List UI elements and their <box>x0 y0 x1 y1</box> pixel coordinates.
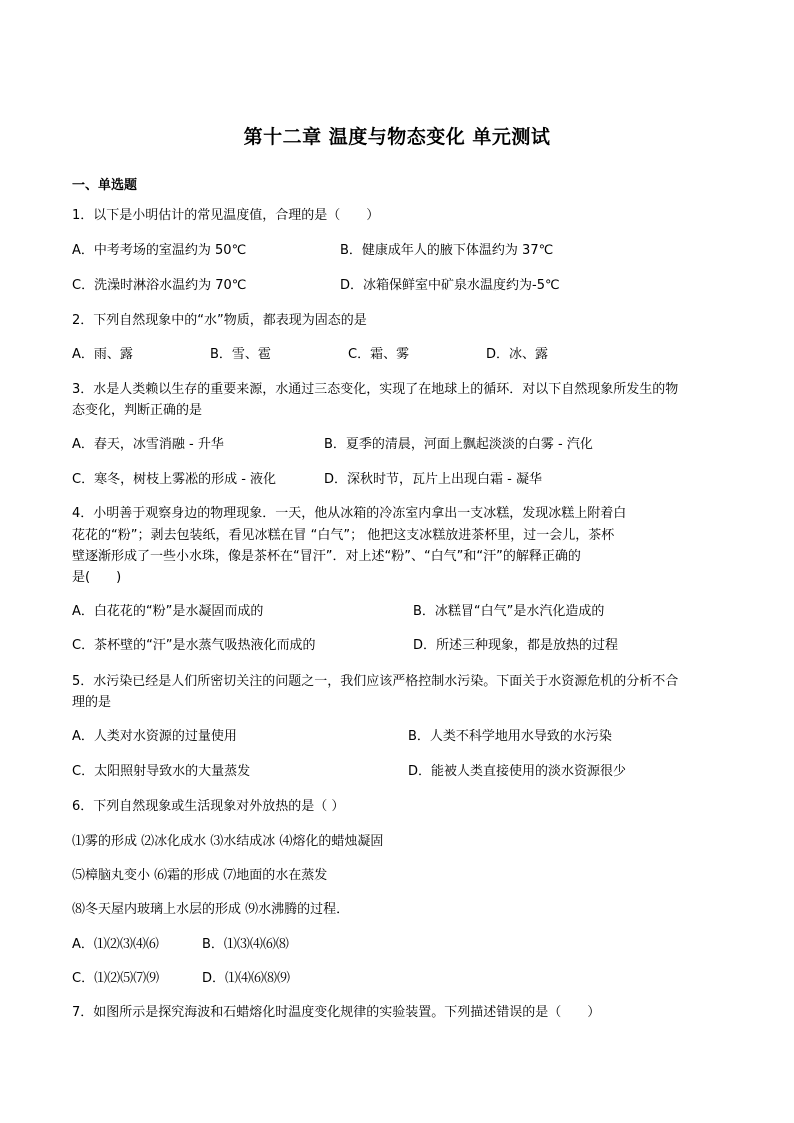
section-heading: 一、单选题 <box>72 178 138 193</box>
question-5-option-b[interactable]: B．人类不科学地用水导致的水污染 <box>408 729 612 744</box>
question-4-stem-line-4: 是( ) <box>72 570 122 585</box>
page-title: 第十二章 温度与物态变化 单元测试 <box>243 126 551 148</box>
question-4-stem-line-3: 壁逐渐形成了一些小水珠，像是茶杯在“冒汗”．对上述“粉”、“白气”和“汗”的解释正确的 <box>72 549 581 564</box>
question-4-option-d[interactable]: D．所述三种现象，都是放热的过程 <box>413 638 619 653</box>
question-6-list-line-1: ⑴雾的形成 ⑵冰化成水 ⑶水结成冰 ⑷熔化的蜡烛凝固 <box>72 834 384 849</box>
question-1-option-b[interactable]: B．健康成年人的腋下体温约为 37℃ <box>340 243 554 258</box>
question-2-option-b[interactable]: B．雪、雹 <box>210 347 271 362</box>
question-4-stem-line-1: 4．小明善于观察身边的物理现象．一天，他从冰箱的冷冻室内拿出一支冰糕，发现冰糕上附着白 <box>72 506 627 521</box>
question-4-stem-line-2: 花花的“粉”；剥去包装纸，看见冰糕在冒 “白气”； 他把这支冰糕放进茶杯里，过一会儿，茶杯 <box>72 528 615 543</box>
question-3-option-d[interactable]: D．深秋时节，瓦片上出现白霜 - 凝华 <box>324 472 542 487</box>
question-4-option-c[interactable]: C．茶杯壁的“汗”是水蒸气吸热液化而成的 <box>72 638 316 653</box>
question-6-option-a[interactable]: A．⑴⑵⑶⑷⑹ <box>72 937 159 952</box>
question-6-list-line-2: ⑸樟脑丸变小 ⑹霜的形成 ⑺地面的水在蒸发 <box>72 868 328 883</box>
question-6-option-d[interactable]: D．⑴⑷⑹⑻⑼ <box>202 971 291 986</box>
question-5-stem-line-1: 5．水污染已经是人们所密切关注的问题之一，我们应该严格控制水污染。下面关于水资源危机的分析不合 <box>72 674 679 689</box>
question-4-option-b[interactable]: B．冰糕冒“白气”是水汽化造成的 <box>413 604 605 619</box>
question-2-option-d[interactable]: D．冰、露 <box>486 347 549 362</box>
question-2-stem: 2．下列自然现象中的“水”物质，都表现为固态的是 <box>72 313 367 328</box>
question-5-stem-line-2: 理的是 <box>72 695 112 710</box>
question-1-option-a[interactable]: A．中考考场的室温约为 50℃ <box>72 243 247 258</box>
question-2-option-a[interactable]: A．雨、露 <box>72 347 133 362</box>
question-3-stem-line-1: 3．水是人类赖以生存的重要来源，水通过三态变化，实现了在地球上的循环．对以下自然现象所发生的物 <box>72 382 679 397</box>
question-1-option-c[interactable]: C．洗澡时淋浴水温约为 70℃ <box>72 278 247 293</box>
question-1-option-d[interactable]: D．冰箱保鲜室中矿泉水温度约为-5℃ <box>340 278 560 293</box>
question-3-option-a[interactable]: A．春天，冰雪消融 - 升华 <box>72 437 224 452</box>
question-6-stem: 6．下列自然现象或生活现象对外放热的是（ ） <box>72 799 345 814</box>
question-6-option-c[interactable]: C．⑴⑵⑸⑺⑼ <box>72 971 160 986</box>
question-1-stem: 1．以下是小明估计的常见温度值，合理的是（ ） <box>72 208 380 223</box>
question-4-option-a[interactable]: A．白花花的“粉”是水凝固而成的 <box>72 604 264 619</box>
question-3-option-c[interactable]: C．寒冬，树枝上雾凇的形成 - 液化 <box>72 472 277 487</box>
question-6-option-b[interactable]: B．⑴⑶⑷⑹⑻ <box>202 937 289 952</box>
question-5-option-d[interactable]: D．能被人类直接使用的淡水资源很少 <box>408 764 627 779</box>
question-6-list-line-3: ⑻冬天屋内玻璃上水层的形成 ⑼水沸腾的过程． <box>72 902 350 917</box>
question-5-option-c[interactable]: C．太阳照射导致水的大量蒸发 <box>72 764 251 779</box>
question-3-stem-line-2: 态变化，判断正确的是 <box>72 403 203 418</box>
question-5-option-a[interactable]: A．人类对水资源的过量使用 <box>72 729 237 744</box>
question-7-stem: 7．如图所示是探究海波和石蜡熔化时温度变化规律的实验装置。下列描述错误的是（ ） <box>72 1005 601 1020</box>
question-3-option-b[interactable]: B．夏季的清晨，河面上飘起淡淡的白雾 - 汽化 <box>324 437 593 452</box>
question-2-option-c[interactable]: C．霜、雾 <box>348 347 410 362</box>
